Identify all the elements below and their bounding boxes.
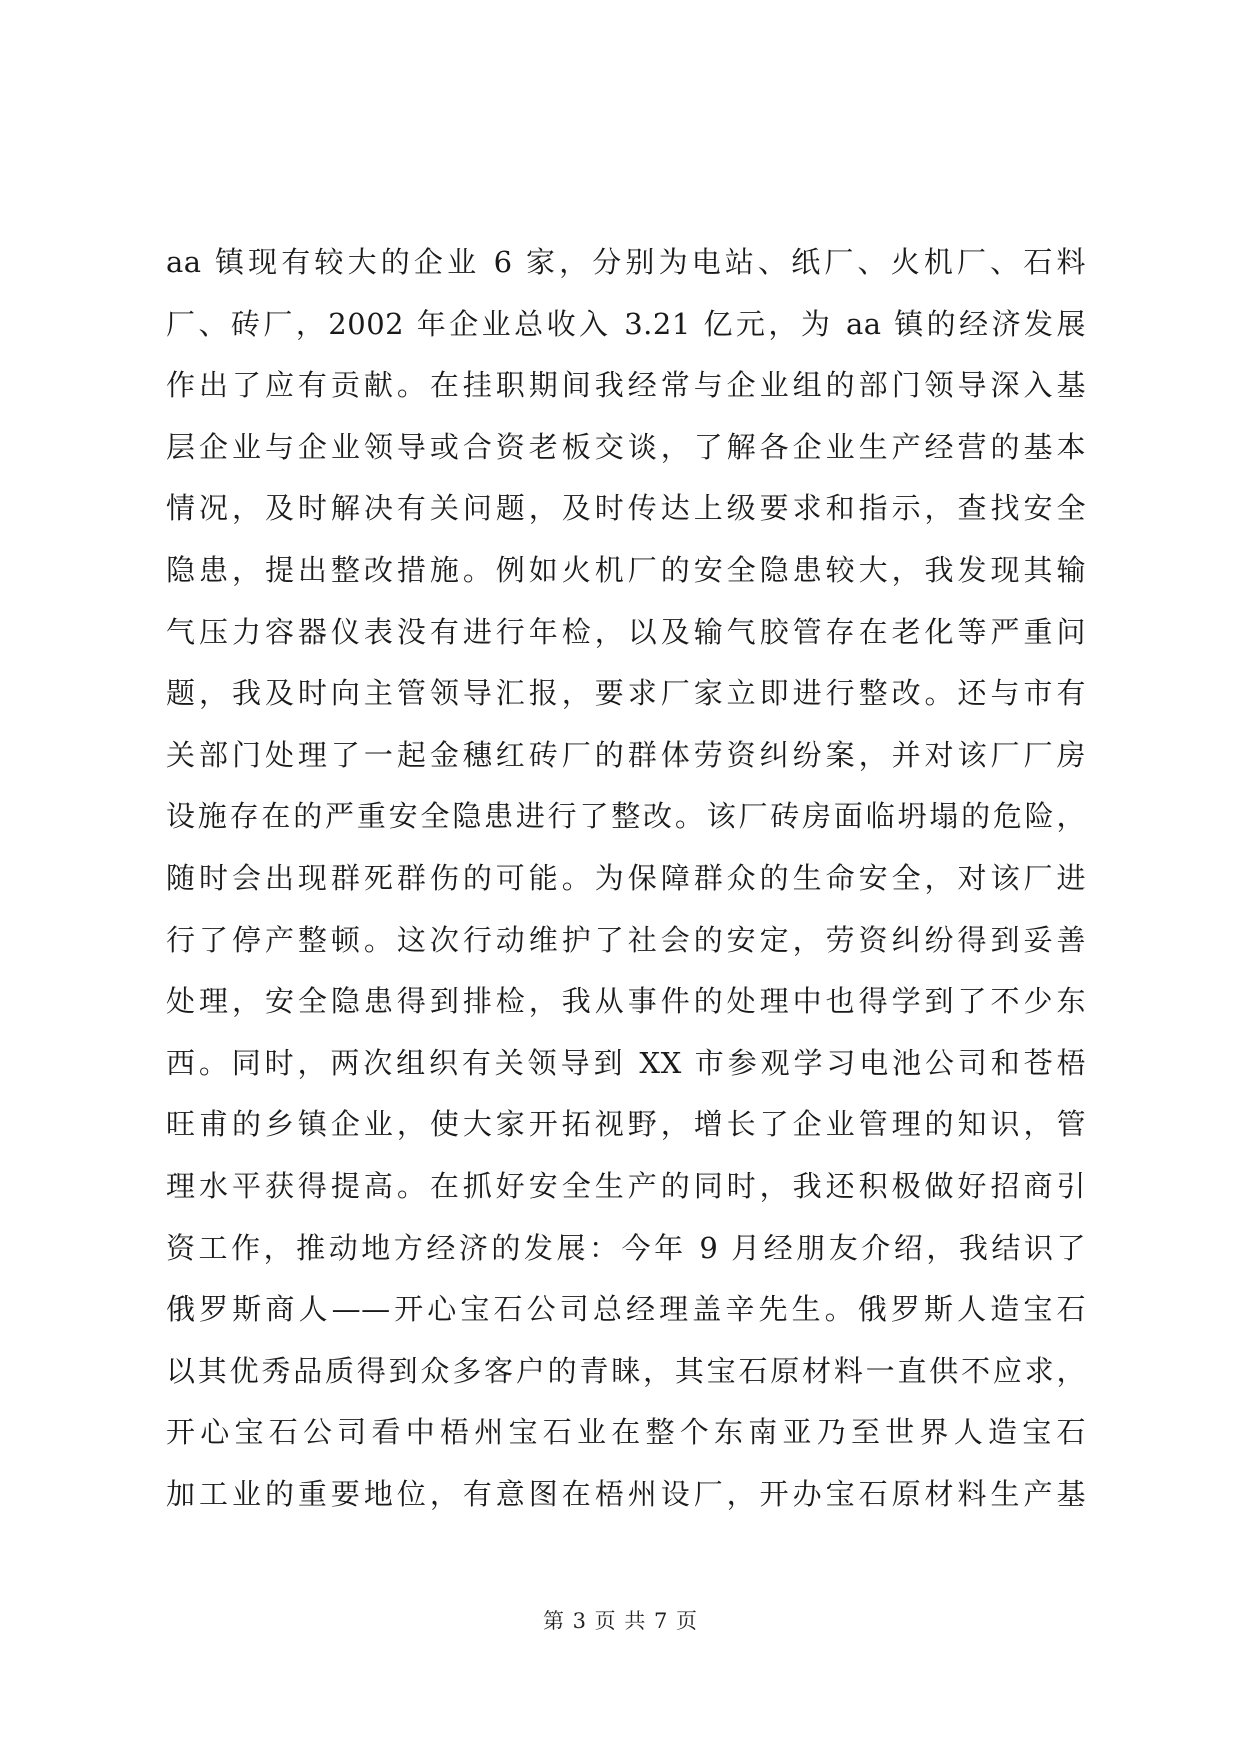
text-line: 理水平获得提高。在抓好安全生产的同时，我还积极做好招商引 xyxy=(166,1168,1086,1203)
text-line: aa 镇现有较大的企业 6 家，分别为电站、纸厂、火机厂、石料 xyxy=(166,245,1086,279)
text-line: 作出了应有贡献。在挂职期间我经常与企业组的部门领导深入基 xyxy=(166,368,1086,403)
text-line: 行了停产整顿。这次行动维护了社会的安定，劳资纠纷得到妥善 xyxy=(166,922,1086,957)
text-line: 隐患，提出整改措施。例如火机厂的安全隐患较大，我发现其输 xyxy=(166,552,1086,587)
text-line: 题，我及时向主管领导汇报，要求厂家立即进行整改。还与市有 xyxy=(166,676,1086,711)
page-footer: 第 3 页 共 7 页 xyxy=(542,1609,699,1633)
text-line: 处理，安全隐患得到排检，我从事件的处理中也得学到了不少东 xyxy=(166,984,1086,1019)
text-line: 关部门处理了一起金穗红砖厂的群体劳资纠纷案，并对该厂厂房 xyxy=(166,737,1086,772)
text-line: 随时会出现群死群伤的可能。为保障群众的生命安全，对该厂进 xyxy=(166,860,1086,895)
body-text xyxy=(166,232,1086,1525)
text-line: 俄罗斯商人——开心宝石公司总经理盖辛先生。俄罗斯人造宝石 xyxy=(166,1292,1086,1327)
text-line: 厂、砖厂，2002 年企业总收入 3.21 亿元，为 aa 镇的经济发展 xyxy=(166,306,1086,341)
text-line: 加工业的重要地位，有意图在梧州设厂，开办宝石原材料生产基 xyxy=(166,1476,1086,1511)
text-line: 气压力容器仪表没有进行年检，以及输气胶管存在老化等严重问 xyxy=(166,614,1086,649)
text-line: 设施存在的严重安全隐患进行了整改。该厂砖房面临坍塌的危险， xyxy=(166,799,1086,834)
text-line: 以其优秀品质得到众多客户的青睐，其宝石原材料一直供不应求， xyxy=(166,1353,1086,1388)
text-line: 西。同时，两次组织有关领导到 XX 市参观学习电池公司和苍梧 xyxy=(166,1045,1086,1080)
text-line: 情况，及时解决有关问题，及时传达上级要求和指示，查找安全 xyxy=(166,491,1086,526)
text-line: 开心宝石公司看中梧州宝石业在整个东南亚乃至世界人造宝石 xyxy=(166,1415,1086,1450)
text-line: 资工作，推动地方经济的发展：今年 9 月经朋友介绍，我结识了 xyxy=(166,1230,1086,1265)
text-line: 旺甫的乡镇企业，使大家开拓视野，增长了企业管理的知识，管 xyxy=(166,1107,1086,1142)
text-line: 层企业与企业领导或合资老板交谈，了解各企业生产经营的基本 xyxy=(166,429,1086,464)
